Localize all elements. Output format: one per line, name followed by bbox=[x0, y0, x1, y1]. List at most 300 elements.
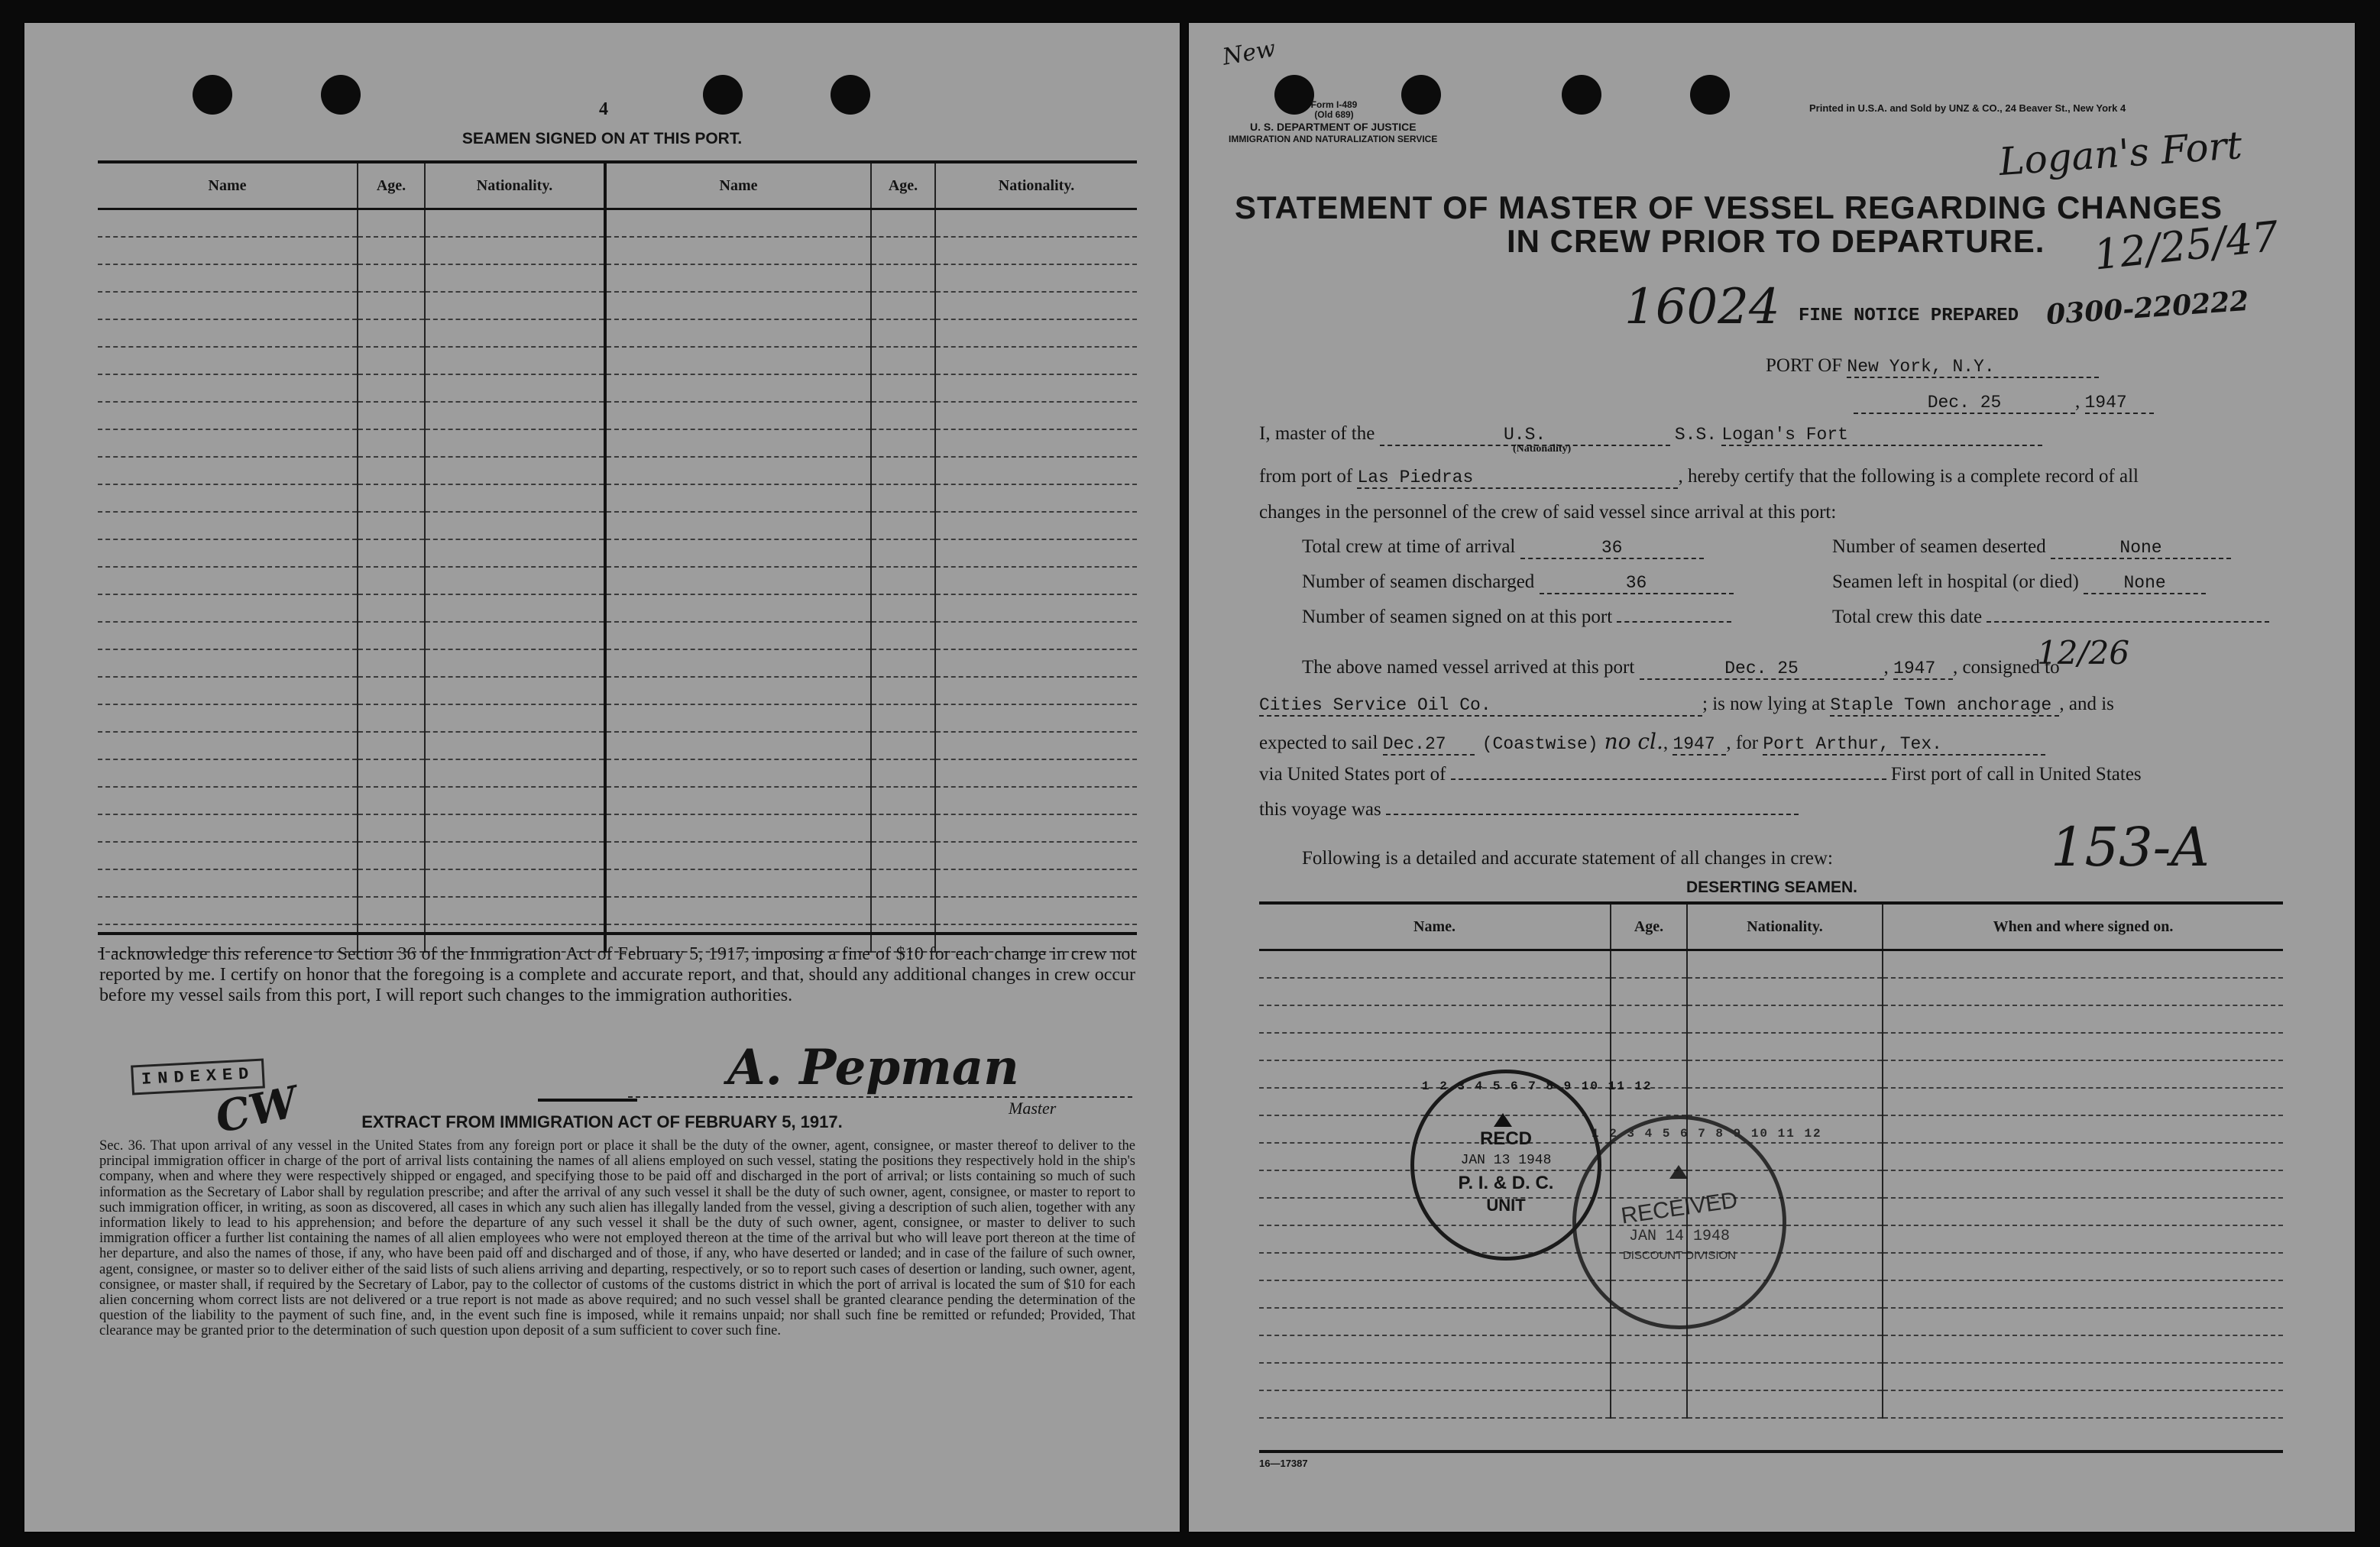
sail-field: expected to sail Dec.27 (Coastwise) no cl., 1947 , for Port Arthur, Tex. bbox=[1259, 729, 2045, 756]
table-row bbox=[98, 594, 1137, 622]
table-cell bbox=[425, 649, 605, 677]
sail-label: expected to sail bbox=[1259, 733, 1378, 753]
table-row bbox=[98, 622, 1137, 649]
table-header bbox=[98, 162, 1137, 209]
table-cell bbox=[871, 649, 935, 677]
table-cell bbox=[98, 484, 358, 512]
table-cell bbox=[871, 897, 935, 924]
column-header: Name bbox=[605, 162, 871, 209]
table-row bbox=[98, 512, 1137, 539]
indexed-initials: CW bbox=[211, 1076, 303, 1144]
table-cell bbox=[358, 677, 425, 704]
table-cell bbox=[605, 264, 871, 292]
table-row bbox=[98, 814, 1137, 842]
table-cell bbox=[1611, 1005, 1687, 1033]
triangle-icon bbox=[1494, 1113, 1512, 1127]
table-cell bbox=[1883, 1280, 2283, 1308]
handwritten-vessel: Logan's Fort bbox=[1997, 122, 2244, 185]
table-cell bbox=[425, 374, 605, 402]
table-cell bbox=[605, 457, 871, 484]
table-cell bbox=[935, 402, 1137, 429]
table-cell bbox=[871, 292, 935, 319]
table-cell bbox=[1883, 1363, 2283, 1390]
table-cell bbox=[871, 512, 935, 539]
table-cell bbox=[605, 402, 871, 429]
table-cell bbox=[935, 704, 1137, 732]
table-cell bbox=[871, 787, 935, 814]
indexed-stamp: INDEXED bbox=[131, 1058, 265, 1095]
hospital-label: Seamen left in hospital (or died) bbox=[1832, 571, 2079, 592]
table-cell bbox=[358, 237, 425, 264]
table-row bbox=[1259, 1088, 2283, 1115]
following-text: Following is a detailed and accurate statement of all changes in crew: bbox=[1302, 848, 1833, 869]
table-cell bbox=[871, 539, 935, 567]
table-cell bbox=[1883, 1308, 2283, 1335]
form-title-line1: STATEMENT OF MASTER OF VESSEL REGARDING CHANGES bbox=[1235, 189, 2223, 225]
footer-code: 16—17387 bbox=[1259, 1458, 1308, 1469]
stamp-line1: DISCOUNT DIVISION bbox=[1622, 1249, 1737, 1262]
stamp-date: JAN 14 1948 bbox=[1628, 1228, 1731, 1245]
table-row bbox=[98, 484, 1137, 512]
table-cell bbox=[1883, 1088, 2283, 1115]
table-cell bbox=[358, 264, 425, 292]
arrived-year: 1947 bbox=[1893, 659, 1953, 680]
table-cell bbox=[935, 567, 1137, 594]
table-cell bbox=[1259, 978, 1611, 1005]
table-row bbox=[98, 649, 1137, 677]
table-cell bbox=[935, 319, 1137, 347]
arrived-value: Dec. 25 bbox=[1640, 659, 1884, 680]
table-cell bbox=[1883, 1005, 2283, 1033]
table-cell bbox=[358, 567, 425, 594]
voyage-label: this voyage was bbox=[1259, 799, 1381, 820]
table-cell bbox=[358, 759, 425, 787]
left-page bbox=[24, 23, 1180, 1532]
table-cell bbox=[425, 759, 605, 787]
nationality-caption: (Nationality) bbox=[1513, 443, 1572, 455]
table-cell bbox=[1883, 1225, 2283, 1253]
arrived-field: The above named vessel arrived at this port Dec. 25 , 1947 , consigned to bbox=[1302, 657, 2060, 678]
total-crew-label: Total crew at time of arrival bbox=[1302, 536, 1516, 557]
table-cell bbox=[871, 347, 935, 374]
table-cell bbox=[935, 237, 1137, 264]
table-cell bbox=[98, 429, 358, 457]
table-cell bbox=[871, 677, 935, 704]
table-cell bbox=[605, 292, 871, 319]
handwritten-note: New bbox=[1220, 35, 1278, 71]
master-signature: A. Pepman bbox=[727, 1039, 1019, 1096]
table-cell bbox=[358, 814, 425, 842]
table-row bbox=[98, 759, 1137, 787]
table-bottom-rule bbox=[1259, 1450, 2283, 1453]
table-row bbox=[98, 209, 1137, 238]
table-cell bbox=[605, 429, 871, 457]
extract-title: EXTRACT FROM IMMIGRATION ACT OF FEBRUARY 5, 1917. bbox=[361, 1112, 843, 1131]
column-header: Nationality. bbox=[935, 162, 1137, 209]
table-cell bbox=[1611, 1335, 1687, 1363]
table-cell bbox=[1259, 1390, 1611, 1418]
table-row bbox=[98, 897, 1137, 924]
table-row bbox=[1259, 1060, 2283, 1088]
total-date-value bbox=[1987, 621, 2269, 623]
table-row bbox=[98, 347, 1137, 374]
table-cell bbox=[871, 319, 935, 347]
department: U. S. DEPARTMENT OF JUSTICE bbox=[1250, 121, 1417, 133]
table-cell bbox=[605, 237, 871, 264]
column-header: When and where signed on. bbox=[1883, 903, 2283, 950]
port-value: New York, N.Y. bbox=[1847, 357, 2099, 378]
table-cell bbox=[935, 677, 1137, 704]
via-label: via United States port of bbox=[1259, 764, 1446, 785]
table-cell bbox=[425, 787, 605, 814]
table-row bbox=[98, 539, 1137, 567]
case-number: 16024 bbox=[1624, 279, 1780, 335]
table-cell bbox=[425, 704, 605, 732]
table-row bbox=[1259, 1280, 2283, 1308]
table-cell bbox=[935, 347, 1137, 374]
table-cell bbox=[425, 319, 605, 347]
sail-note: (Coastwise) bbox=[1481, 734, 1598, 754]
table-cell bbox=[871, 402, 935, 429]
table-cell bbox=[1687, 1390, 1883, 1418]
right-page bbox=[1189, 23, 2355, 1532]
table-cell bbox=[425, 677, 605, 704]
table-cell bbox=[98, 869, 358, 897]
certify-text: , hereby certify that the following is a complete record of all bbox=[1678, 466, 2139, 487]
table-cell bbox=[605, 374, 871, 402]
table-cell bbox=[425, 512, 605, 539]
table-cell bbox=[871, 484, 935, 512]
table-cell bbox=[935, 374, 1137, 402]
table-cell bbox=[358, 429, 425, 457]
table-cell bbox=[98, 787, 358, 814]
total-crew-value: 36 bbox=[1520, 538, 1704, 559]
table-cell bbox=[1611, 1390, 1687, 1418]
section-title: SEAMEN SIGNED ON AT THIS PORT. bbox=[461, 130, 743, 147]
table-cell bbox=[358, 374, 425, 402]
table-cell bbox=[358, 842, 425, 869]
table-row bbox=[98, 319, 1137, 347]
table-cell bbox=[358, 292, 425, 319]
table-row bbox=[98, 292, 1137, 319]
punch-hole bbox=[1401, 75, 1441, 115]
table-cell bbox=[1259, 1308, 1611, 1335]
table-cell bbox=[1883, 1033, 2283, 1060]
table-row bbox=[98, 402, 1137, 429]
deserting-title: DESERTING SEAMEN. bbox=[1685, 879, 1858, 896]
column-header: Name. bbox=[1259, 903, 1611, 950]
table-row bbox=[1259, 1308, 2283, 1335]
table-cell bbox=[605, 347, 871, 374]
table-cell bbox=[98, 897, 358, 924]
arrived-handwritten: 12/26 bbox=[2037, 634, 2130, 672]
table-cell bbox=[98, 347, 358, 374]
table-row bbox=[1259, 1390, 2283, 1418]
table-cell bbox=[425, 814, 605, 842]
discharged-value: 36 bbox=[1540, 573, 1734, 594]
signed-on-value bbox=[1617, 621, 1731, 623]
table-cell bbox=[358, 484, 425, 512]
table-cell bbox=[935, 539, 1137, 567]
column-header: Age. bbox=[358, 162, 425, 209]
table-cell bbox=[98, 237, 358, 264]
table-cell bbox=[871, 237, 935, 264]
table-cell bbox=[935, 814, 1137, 842]
table-header bbox=[1259, 903, 2283, 950]
punch-hole bbox=[1562, 75, 1601, 115]
date-value: Dec. 25 bbox=[1854, 393, 2075, 414]
table-cell bbox=[605, 704, 871, 732]
table-cell bbox=[605, 869, 871, 897]
table-cell bbox=[1883, 1115, 2283, 1143]
arrived-label: The above named vessel arrived at this port bbox=[1302, 657, 1635, 678]
table-cell bbox=[1687, 978, 1883, 1005]
page-number: 4 bbox=[599, 99, 608, 119]
table-cell bbox=[98, 512, 358, 539]
signature-line bbox=[628, 1096, 1132, 1098]
table-cell bbox=[605, 512, 871, 539]
table-row bbox=[98, 677, 1137, 704]
voyage-field bbox=[1259, 799, 1799, 820]
consignee-value: Cities Service Oil Co. bbox=[1259, 695, 1702, 717]
sail-handwritten: no cl. bbox=[1604, 729, 1663, 754]
table-cell bbox=[425, 484, 605, 512]
table-row bbox=[1259, 1005, 2283, 1033]
deserted-value: None bbox=[2051, 538, 2231, 559]
table-cell bbox=[605, 594, 871, 622]
table-cell bbox=[358, 704, 425, 732]
table-row bbox=[98, 237, 1137, 264]
seamen-signed-on-table bbox=[98, 160, 1137, 953]
table-cell bbox=[935, 264, 1137, 292]
handwritten-code: 153-A bbox=[2051, 816, 2210, 879]
hospital-field bbox=[1832, 571, 2206, 594]
table-cell bbox=[1259, 1005, 1611, 1033]
printer-note: Printed in U.S.A. and Sold by UNZ & CO., 24 Beaver St., New York 4 bbox=[1809, 102, 2126, 114]
table-cell bbox=[1883, 1335, 2283, 1363]
table-cell bbox=[935, 732, 1137, 759]
table-cell bbox=[871, 814, 935, 842]
table-cell bbox=[358, 787, 425, 814]
table-cell bbox=[935, 649, 1137, 677]
table-cell bbox=[1883, 1143, 2283, 1170]
table-row bbox=[1259, 1033, 2283, 1060]
table-cell bbox=[358, 512, 425, 539]
form-number: Form I-489 bbox=[1310, 99, 1358, 110]
handwritten-date: 12/25/47 bbox=[2091, 212, 2281, 280]
table-cell bbox=[358, 594, 425, 622]
column-header: Nationality. bbox=[1687, 903, 1883, 950]
table-cell bbox=[871, 869, 935, 897]
table-cell bbox=[935, 429, 1137, 457]
table-cell bbox=[98, 842, 358, 869]
table-cell bbox=[1259, 1033, 1611, 1060]
table-cell bbox=[1883, 978, 2283, 1005]
column-header: Name bbox=[98, 162, 358, 209]
table-bottom-rule bbox=[98, 932, 1137, 935]
total-date-field bbox=[1832, 607, 2269, 628]
sail-year: 1947 bbox=[1672, 734, 1726, 756]
table-cell bbox=[871, 567, 935, 594]
table-row bbox=[1259, 950, 2283, 979]
stamp-line1: P. I. & D. C. bbox=[1458, 1173, 1554, 1193]
table-cell bbox=[1687, 1088, 1883, 1115]
sail-value: Dec.27 bbox=[1383, 734, 1475, 756]
vessel-name: Logan's Fort bbox=[1721, 425, 2042, 446]
table-cell bbox=[425, 347, 605, 374]
table-cell bbox=[425, 869, 605, 897]
from-port-value: Las Piedras bbox=[1357, 468, 1678, 489]
table-row bbox=[1259, 1363, 2283, 1390]
table-cell bbox=[1259, 1253, 1611, 1280]
table-cell bbox=[605, 677, 871, 704]
table-cell bbox=[98, 649, 358, 677]
table-row bbox=[1259, 1335, 2283, 1363]
table-cell bbox=[425, 567, 605, 594]
table-row bbox=[98, 429, 1137, 457]
table-cell bbox=[98, 814, 358, 842]
first-call-label: First port of call in United States bbox=[1890, 764, 2142, 785]
table-cell bbox=[98, 759, 358, 787]
table-cell bbox=[1611, 978, 1687, 1005]
table-cell bbox=[871, 264, 935, 292]
table-cell bbox=[605, 622, 871, 649]
table-cell bbox=[935, 512, 1137, 539]
table-cell bbox=[871, 732, 935, 759]
table-cell bbox=[98, 264, 358, 292]
table-cell bbox=[1259, 1335, 1611, 1363]
table-cell bbox=[1259, 1363, 1611, 1390]
fine-notice-label: FINE NOTICE PREPARED bbox=[1799, 306, 2019, 326]
stamp-line2: UNIT bbox=[1486, 1196, 1526, 1215]
table-cell bbox=[935, 209, 1137, 238]
deserted-field bbox=[1832, 536, 2231, 559]
consignee-field bbox=[1259, 694, 2114, 717]
table-cell bbox=[871, 429, 935, 457]
master-label: Master bbox=[1009, 1099, 1057, 1118]
table-cell bbox=[425, 292, 605, 319]
table-cell bbox=[98, 567, 358, 594]
punch-hole bbox=[831, 75, 870, 115]
table-row bbox=[98, 732, 1137, 759]
discharged-field bbox=[1302, 571, 1734, 594]
deserted-label: Number of seamen deserted bbox=[1832, 536, 2046, 557]
received-stamp-division bbox=[1572, 1115, 1822, 1329]
table-cell bbox=[1687, 1005, 1883, 1033]
table-row bbox=[98, 842, 1137, 869]
table-cell bbox=[425, 539, 605, 567]
table-cell bbox=[425, 402, 605, 429]
table-cell bbox=[605, 539, 871, 567]
signed-on-label: Number of seamen signed on at this port bbox=[1302, 607, 1613, 627]
table-cell bbox=[1883, 1198, 2283, 1225]
stamp-date: JAN 13 1948 bbox=[1460, 1153, 1552, 1168]
table-cell bbox=[871, 842, 935, 869]
table-cell bbox=[425, 429, 605, 457]
changes-text: changes in the personnel of the crew of said vessel since arrival at this port: bbox=[1259, 502, 1837, 523]
table-cell bbox=[98, 292, 358, 319]
table-row bbox=[98, 374, 1137, 402]
table-cell bbox=[935, 759, 1137, 787]
table-cell bbox=[98, 594, 358, 622]
voyage-value-line bbox=[1386, 814, 1799, 815]
table-row bbox=[98, 264, 1137, 292]
master-field bbox=[1259, 423, 2042, 446]
column-header: Age. bbox=[871, 162, 935, 209]
table-cell bbox=[98, 539, 358, 567]
table-cell bbox=[1883, 1060, 2283, 1088]
for-value: Port Arthur, Tex. bbox=[1763, 734, 2045, 756]
table-cell bbox=[425, 897, 605, 924]
date-field: Dec. 25 , 1947 bbox=[1854, 391, 2154, 414]
table-cell bbox=[425, 594, 605, 622]
table-row bbox=[1259, 978, 2283, 1005]
table-cell bbox=[358, 732, 425, 759]
table-cell bbox=[871, 594, 935, 622]
stamp-ring: 1 2 3 4 5 6 7 8 9 10 11 12 bbox=[1592, 1127, 1822, 1141]
table-cell bbox=[605, 209, 871, 238]
column-header: Nationality. bbox=[425, 162, 605, 209]
nationality-value: U.S. bbox=[1380, 425, 1670, 446]
table-cell bbox=[98, 402, 358, 429]
punch-hole bbox=[1690, 75, 1730, 115]
consigned-label: , consigned to bbox=[1953, 657, 2060, 678]
via-value-line bbox=[1451, 778, 1886, 780]
extract-text: Sec. 36. That upon arrival of any vessel in the United States from any foreign port or place it shall be the duty of the owner, agent, consignee, or master thereof to deliver to the principal immigration officer in charge of the port of arrival lists containing the names of all aliens employed on such vessel, stating the positions they respectively hold in the ship's company, when and where they were respectively shipped or engaged, and specifying those to be paid off and discharged in the port of arrival; or lists containing so much of such information as the Secretary of Labor shall by regulation prescribe; and after the arrival of any such vessel it shall be the duty of such owner, agent, consignee, or master to report to such immigration officer, in writing, as soon as discovered, all cases in which any such alien has illegally landed from the vessel, giving a description of such alien, together with any information likely to lead to his apprehension; and before the departure of any such vessel it shall be the duty of such owner, agent, consignee, or master to deliver to such immigration officer a further list containing the names of all alien employees who were not employed thereon at the time of the arrival but who will leave port thereon at the time of her departure, and also the names of those, if any, who have been paid off and discharged and of those, if any, who have deserted or landed; and in case of the failure of such owner, agent, consignee, or master so to deliver either of the said lists of such aliens arriving and departing, respectively, or so to report such cases of desertion or landing, such owner, agent, consignee, or master shall, if required by the Secretary of Labor, pay to the collector of customs of the customs district in which the port of arrival is located the sum of $10 for each alien concerning whom correct lists are not delivered or a true report is not made as above required; and no such vessel shall be granted clearance pending the determination of the question of the liability to the payment of such fine, and, in the event such fine is imposed, while it remains unpaid; nor shall such fine be remitted or refunded; Provided, That clearance may be granted prior to the determination of such question upon deposit of a sum sufficient to cover such fine. bbox=[99, 1138, 1135, 1339]
total-crew-field bbox=[1302, 536, 1704, 559]
table-cell bbox=[98, 732, 358, 759]
table-cell bbox=[98, 209, 358, 238]
table-cell bbox=[605, 484, 871, 512]
table-cell bbox=[98, 622, 358, 649]
table-cell bbox=[425, 209, 605, 238]
table-cell bbox=[871, 374, 935, 402]
table-cell bbox=[1883, 1253, 2283, 1280]
table-cell bbox=[358, 319, 425, 347]
year-value: 1947 bbox=[2085, 393, 2154, 414]
table-cell bbox=[358, 649, 425, 677]
fine-notice-value: 0300-220222 bbox=[2045, 284, 2250, 332]
table-cell bbox=[605, 759, 871, 787]
table-cell bbox=[871, 704, 935, 732]
column-header: Age. bbox=[1611, 903, 1687, 950]
table-cell bbox=[935, 787, 1137, 814]
signed-on-field bbox=[1302, 607, 1731, 628]
from-port-label: from port of bbox=[1259, 466, 1353, 487]
table-cell bbox=[1259, 1280, 1611, 1308]
table-cell bbox=[98, 457, 358, 484]
table-cell bbox=[358, 457, 425, 484]
table-cell bbox=[425, 237, 605, 264]
for-label: , for bbox=[1726, 733, 1759, 753]
table-cell bbox=[935, 869, 1137, 897]
rule bbox=[538, 1099, 637, 1102]
table-cell bbox=[1611, 1033, 1687, 1060]
master-label: I, master of the bbox=[1259, 423, 1375, 444]
table-cell bbox=[425, 622, 605, 649]
table-cell bbox=[1687, 1335, 1883, 1363]
table-cell bbox=[358, 209, 425, 238]
table-cell bbox=[1687, 1033, 1883, 1060]
table-cell bbox=[935, 457, 1137, 484]
stamp-top: RECEIVED bbox=[1619, 1187, 1740, 1229]
stamp-top: RECD bbox=[1479, 1128, 1532, 1149]
table-body bbox=[98, 209, 1137, 953]
hospital-value: None bbox=[2084, 573, 2206, 594]
lying-value: Staple Town anchorage bbox=[1830, 695, 2059, 717]
stamp-ring: 1 2 3 4 5 6 7 8 9 10 11 12 bbox=[1422, 1079, 1653, 1093]
table-cell bbox=[425, 264, 605, 292]
